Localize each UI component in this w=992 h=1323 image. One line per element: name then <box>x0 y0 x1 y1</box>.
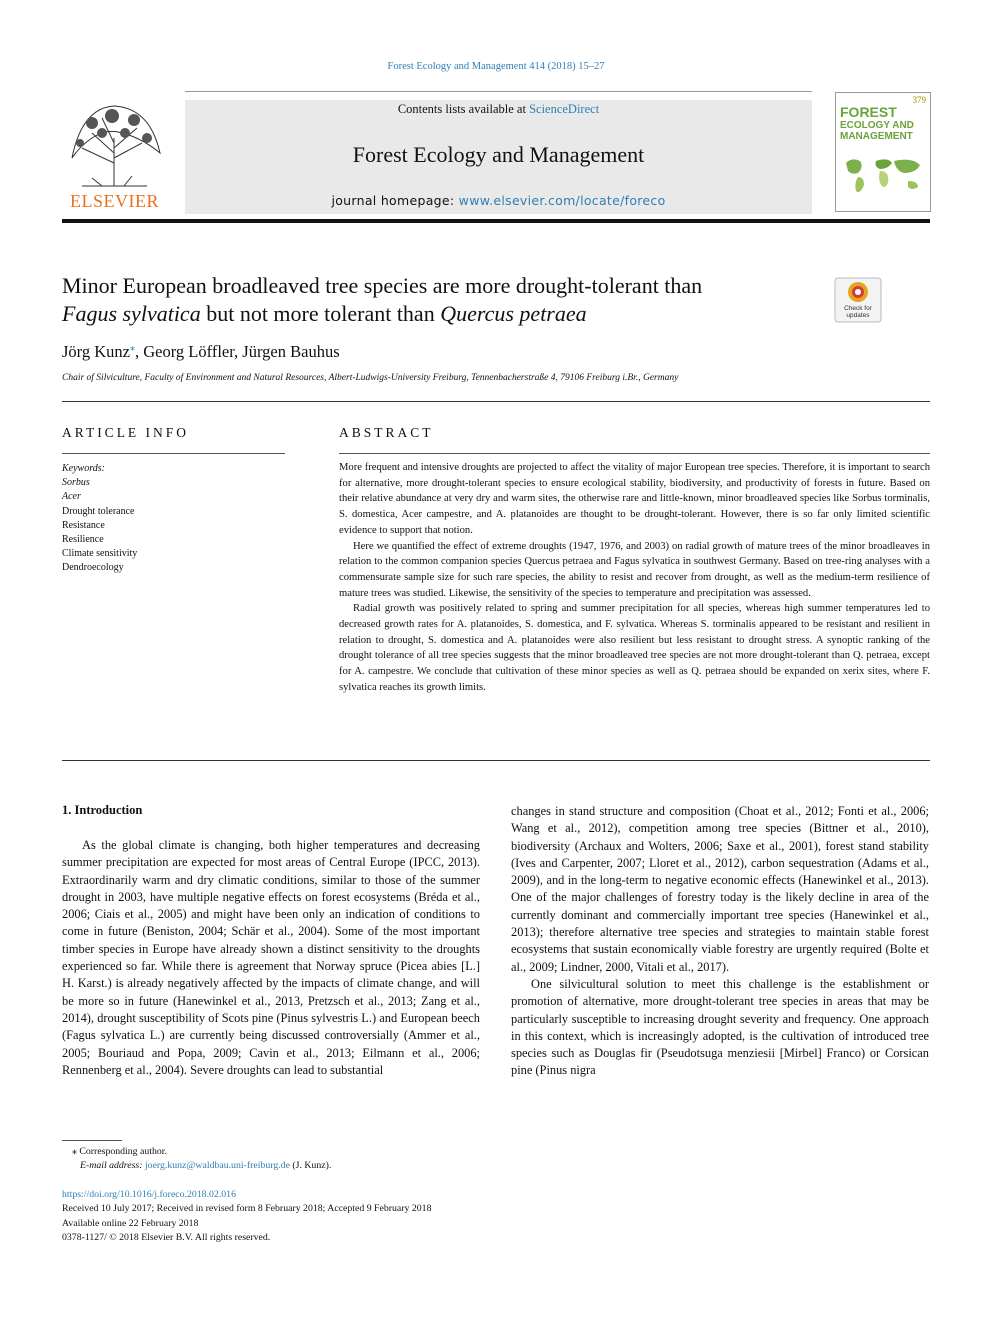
elsevier-logo <box>62 98 167 214</box>
keywords-label: Keywords: <box>62 463 105 474</box>
abstract-end-rule <box>62 760 930 761</box>
keyword: Resilience <box>62 534 104 546</box>
copyright: 0378-1127/ © 2018 Elsevier B.V. All rights reserved. <box>62 1231 271 1243</box>
cover-title-line: ECOLOGY AND <box>840 120 914 131</box>
author-names[interactable]: , Georg Löffler, Jürgen Bauhus <box>134 342 340 361</box>
title-line: Fagus sylvatica but not more tolerant than Quercus petraea <box>62 301 587 326</box>
email-link[interactable]: joerg.kunz@waldbau.uni-freiburg.de <box>144 1160 290 1172</box>
article-info-rule <box>62 453 285 454</box>
affiliation-rule <box>62 401 930 402</box>
section-heading-introduction: 1. Introduction <box>62 803 143 817</box>
title-line: Minor European broadleaved tree species are more drought-tolerant than <box>62 273 703 298</box>
contents-availability: Contents lists available at ScienceDirect <box>397 102 600 116</box>
keyword: Drought tolerance <box>62 505 135 517</box>
keyword: Dendroecology <box>62 562 124 574</box>
journal-homepage: journal homepage: www.elsevier.com/locate/foreco <box>331 193 666 208</box>
keyword: Resistance <box>62 519 105 531</box>
available-online: Available online 22 February 2018 <box>62 1217 199 1229</box>
footnote-rule <box>62 1140 122 1141</box>
cover-title <box>840 105 914 142</box>
corresponding-author-mark[interactable]: ⁎ <box>129 342 135 354</box>
article-history <box>62 1188 930 1245</box>
title-species: Quercus petraea <box>440 301 587 326</box>
abstract-paragraph: More frequent and intensive droughts are projected to affect the vitality of major European tree species. Therefore, it is important to search for alternative, more drought-tolerant species to ensure ecological stability, biodiversity, and productivity of forests in future. Based on their relative abundance at very dry and warm sites, the otherwise rare and little-known, minor broadleaved species like Sorbus torminalis, S. domestica, Acer campestre, and A. platanoides are thought to be drought-tolerant. However, there is so far only limited scientific evidence to support that notion. <box>339 462 930 536</box>
intro-paragraph: changes in stand structure and composition (Choat et al., 2012; Fonti et al., 2006; Wang et al., 2012), competition among tree species (Bittner et al., 2010), biodiversity (Archaux and Wolters, 2006; Saxe et al., 2001), forest stand stability (Ives and Carpenter, 2007; Lloret et al., 2012), carbon sequestration (Adams et al., 2009), and in the long-term to negative economic effects (Hanewinkel et al., 2013). One of the major challenges of forestry today is the likely decline in area of the currently dominant and commercially important tree species (Hanewinkel et al., 2013); therefore alternative tree species and strategies to maintain stable forest ecosystems that sustain economically viable forestry are urgently required (Bolte et al., 2009; Lindner, 2000, Vitali et al., 2017). <box>511 804 929 974</box>
cover-world-map-icon <box>838 151 928 201</box>
cover-title-line: FOREST <box>840 104 897 120</box>
header-divider <box>62 219 930 223</box>
intro-paragraph: One silvicultural solution to meet this challenge is the establishment or promotion of alternative, more drought-tolerant tree species in areas that may be particularly susceptible to increasing drought severity and frequency. One approach in this context, which is increasingly adopted, is the cultivation of introduced tree species such as Douglas fir (Pseudotsuga menziesii [Mirbel] Franco) or Corsican pine (Pinus nigra <box>511 976 929 1078</box>
intro-paragraph: As the global climate is changing, both higher temperatures and decreasing summer precipitation are expected for most areas of Central Europe (IPCC, 2013). Extraordinarily warm and dry climatic conditions, similar to those of the summer drought in 2003, have multiple negative effects on forest ecosystems (Bréda et al., 2006; Ciais et al., 2005) and might have been only an indication of conditions to come in future (Beniston, 2004; Schär et al., 2004). Some of the most important timber species in Europe have already shown a distinct sensitivity to the droughts experienced so far. While there is agreement that Norway spruce (Picea abies [L.] H. Karst.) is already negatively affected by the impacts of climate change, and will be more so in future (Hanewinkel et al., 2013, Pretzsch et al., 2013; Zang et al., 2014), drought susceptibility of Scots pine (Pinus sylvestris L.) and European beech (Fagus sylvatica L.) are currently being discussed controversially (Ammer et al., 2005; Bouriaud and Popa, 2009; Cavin et al., 2013; Eilmann et al., 2006; Rennenberg et al., 2004). Severe droughts can lead to substantial <box>62 838 480 1077</box>
journal-cover[interactable] <box>835 92 931 212</box>
received-dates: Received 10 July 2017; Received in revised form 8 February 2018; Accepted 9 February 2018 <box>62 1203 432 1215</box>
sciencedirect-link[interactable]: ScienceDirect <box>529 102 600 116</box>
cover-volume-number: 379 <box>912 95 926 105</box>
title-species: Fagus sylvatica <box>62 301 201 326</box>
publisher-name: ELSEVIER <box>70 191 159 211</box>
author-list <box>62 342 340 362</box>
article-info-heading: ARTICLE INFO <box>62 425 190 440</box>
keywords-list <box>62 462 137 576</box>
check-for-updates-button[interactable] <box>834 277 882 323</box>
affiliation: Chair of Silviculture, Faculty of Environment and Natural Resources, Albert-Ludwigs-University Freiburg, Tennenbacherstraße 4, 79106 Freiburg i.Br., Germany <box>62 373 679 383</box>
keyword: Climate sensitivity <box>62 548 138 560</box>
abstract-heading: ABSTRACT <box>339 425 434 440</box>
footnotes <box>62 1145 930 1174</box>
author-name[interactable]: Jörg Kunz <box>62 342 130 361</box>
intro-right-column <box>511 803 929 1080</box>
header-rule <box>185 91 812 92</box>
doi-link[interactable]: https://doi.org/10.1016/j.foreco.2018.02.016 <box>62 1189 236 1200</box>
article-title <box>62 272 822 328</box>
email-note: E-mail address: joerg.kunz@waldbau.uni-freiburg.de (J. Kunz). <box>80 1160 332 1172</box>
abstract-paragraph: Here we quantified the effect of extreme droughts (1947, 1976, and 2003) on radial growth of mature trees of the minor broadleaves in relation to the common companion species Quercus petraea and Fagus sylvatica in southwest Germany. Based on tree-ring analyses with a commensurate sample size for such rare species, the ability to resist and recover from drought, as well as the medium-term resilience of mature trees was studied. Likewise, the sensitivity of the species to temperature and precipitation was assessed. <box>339 540 930 599</box>
abstract-rule <box>339 453 930 454</box>
journal-citation[interactable]: Forest Ecology and Management 414 (2018) 15–27 <box>387 61 605 72</box>
abstract-paragraph: Radial growth was positively related to spring and summer precipitation for all species, whereas high summer temperatures led to decreased growth rates for A. platanoides, S. domestica, and F. sylvatica. Whereas S. torminalis appeared to be resistant and resilient in relation to drought, S. domestica and A. platanoides were also resilient but less resistant to drought stress. A synoptic ranking of the drought tolerance of all tree species suggests that the minor broadleaved tree species are not more drought-tolerant than Q. petraea, except for A. campestre. We conclude that cultivation of these minor species as well as Q. petraea should be expanded on xerix sites, where F. sylvatica reaches its growth limits. <box>339 603 930 693</box>
keyword: Acer <box>62 491 81 503</box>
corresponding-author-note: ⁎ Corresponding author. <box>72 1146 167 1157</box>
keyword: Sorbus <box>62 477 90 489</box>
check-badge-text: Check for updates <box>844 305 872 319</box>
journal-name: Forest Ecology and Management <box>352 142 645 167</box>
journal-banner <box>185 100 812 214</box>
abstract-body <box>339 460 930 696</box>
cover-title-line: MANAGEMENT <box>840 131 913 142</box>
homepage-link[interactable]: www.elsevier.com/locate/foreco <box>458 193 666 208</box>
intro-left-column <box>62 837 480 1079</box>
